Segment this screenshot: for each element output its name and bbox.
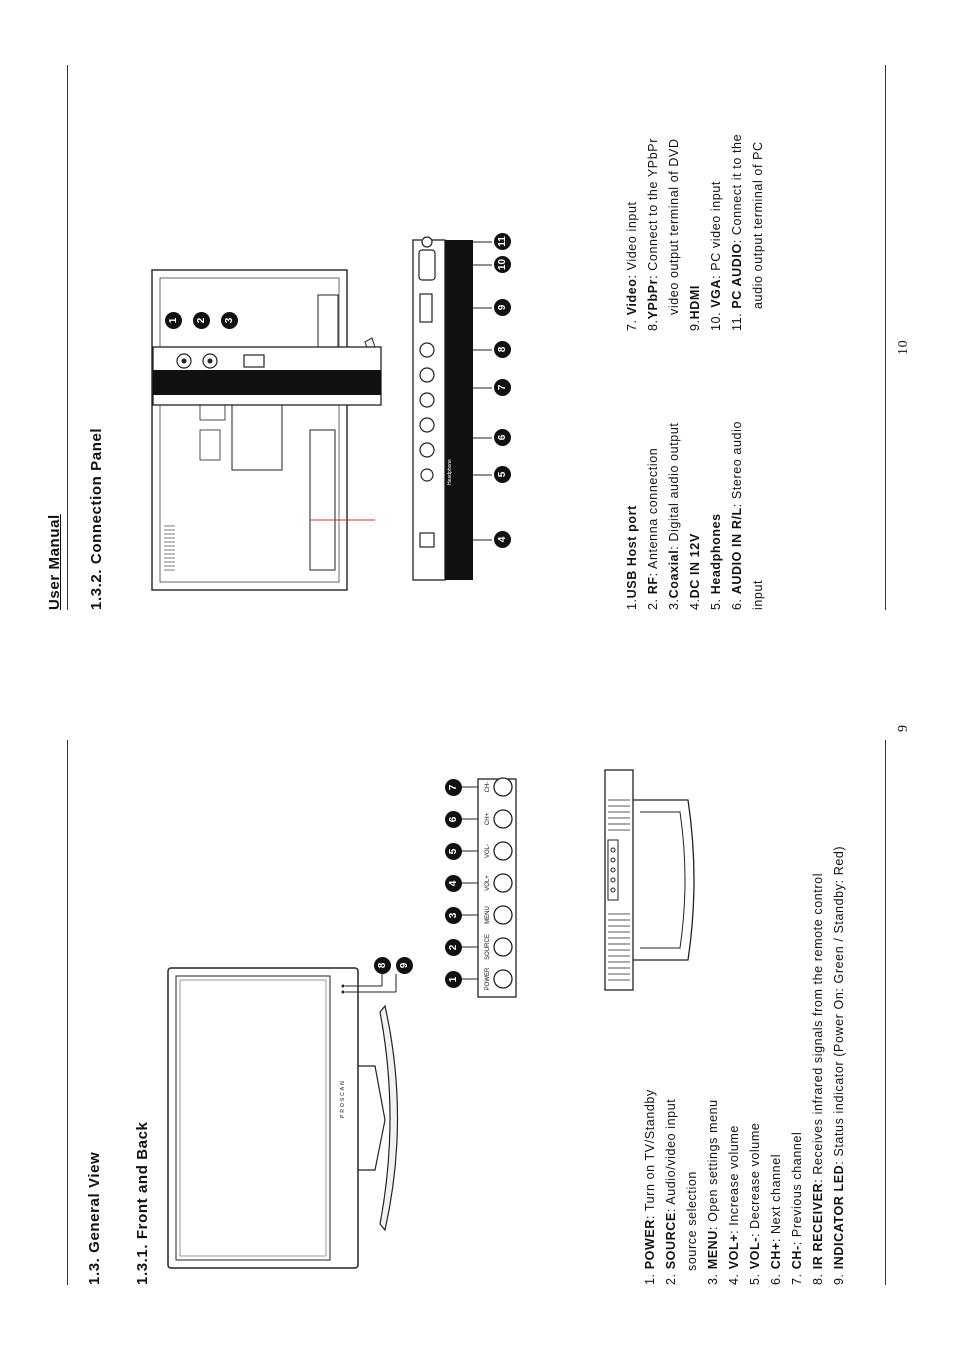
list-item: video output terminal of DVD xyxy=(667,138,681,315)
vol-down-button[interactable] xyxy=(494,842,512,860)
list-item: 11. PC AUDIO: Connect it to the xyxy=(730,133,744,331)
label-menu: MENU xyxy=(485,906,491,924)
panel-black-band xyxy=(445,240,473,580)
source-button[interactable] xyxy=(494,938,512,956)
power-button[interactable] xyxy=(494,970,512,988)
callout-7: 7 xyxy=(494,379,511,396)
bottom-rule xyxy=(885,740,886,1285)
list-item: 3. MENU: Open settings menu xyxy=(706,1099,720,1285)
list-item: 9.HDMI xyxy=(688,285,702,331)
vga-port xyxy=(419,250,435,280)
callout-6: 6 xyxy=(494,429,511,446)
label-vol-down: VOL- xyxy=(485,843,491,859)
page-number-9: 9 xyxy=(896,724,911,732)
menu-button[interactable] xyxy=(494,906,512,924)
list-item: 3.Coaxial: Digital audio output xyxy=(667,422,681,610)
pc-audio-port xyxy=(422,237,432,247)
list-item: 5. VOL-: Decrease volume xyxy=(748,1122,762,1285)
usb-port xyxy=(244,355,264,367)
callout-9: 9 xyxy=(494,299,511,316)
list-item: 10. VGA: PC video input xyxy=(709,181,723,331)
tv-stand-neck xyxy=(358,1066,385,1170)
headphone-port xyxy=(421,469,433,481)
page-number-10: 10 xyxy=(896,339,911,355)
callout-4: 4 xyxy=(494,531,511,548)
top-rule xyxy=(67,740,68,1285)
callout-2: 2 xyxy=(445,939,462,956)
list-item: source selection xyxy=(685,1171,699,1271)
tv-stand-base xyxy=(380,1006,398,1230)
list-item: 8.YPbPr: Connect to the YPbPr xyxy=(646,138,660,331)
ch-up-button[interactable] xyxy=(494,810,512,828)
side-strip-black xyxy=(153,370,381,395)
callout-11: 11 xyxy=(494,233,511,250)
top-rule xyxy=(67,65,68,610)
list-item: 1.USB Host port xyxy=(625,505,639,610)
label-power: POWER xyxy=(485,967,491,991)
ch-down-button[interactable] xyxy=(494,778,512,796)
bottom-rule xyxy=(885,65,886,610)
label-ch-down: CH- xyxy=(485,781,491,793)
callout-8: 8 xyxy=(374,957,391,974)
page-9 xyxy=(0,675,954,1350)
side-button-panel xyxy=(470,765,590,1005)
callout-3: 3 xyxy=(221,312,238,329)
list-item: 4.DC IN 12V xyxy=(688,533,702,610)
callout-5: 5 xyxy=(445,843,462,860)
callout-4: 4 xyxy=(445,875,462,892)
callout-2: 2 xyxy=(193,312,210,329)
list-item: 6. CH+: Next channel xyxy=(769,1153,783,1285)
section-title: 1.3.2. Connection Panel xyxy=(88,427,105,610)
list-item: 5. Headphones xyxy=(709,513,723,610)
callout-5: 5 xyxy=(494,466,511,483)
side-connector-strip xyxy=(148,0,388,535)
callout-9: 9 xyxy=(396,957,413,974)
list-item: 2. SOURCE: Audio/video input xyxy=(664,1098,678,1285)
section-title: 1.3. General View xyxy=(86,1151,103,1285)
callout-7: 7 xyxy=(445,779,462,796)
list-item: 1. POWER: Turn on TV/Standby xyxy=(643,1089,657,1285)
label-source: SOURCE xyxy=(485,934,491,960)
list-item: 6. AUDIO IN R/L: Stereo audio xyxy=(730,421,744,610)
connection-list-col1 xyxy=(622,421,769,610)
list-item: 4. VOL+: Increase volume xyxy=(727,1125,741,1285)
hdmi-port xyxy=(420,294,432,322)
callout-6: 6 xyxy=(445,811,462,828)
manual-header: User Manual xyxy=(46,514,63,610)
label-vol-up: VOL+ xyxy=(485,875,491,891)
audio-in-l-port xyxy=(420,418,434,432)
callout-8: 8 xyxy=(494,341,511,358)
video-port xyxy=(420,393,434,407)
callout-1: 1 xyxy=(445,971,462,988)
headphone-label: Headphone xyxy=(447,459,453,485)
ypbpr-y-port xyxy=(420,368,434,382)
tv-front-illustration xyxy=(160,950,410,1270)
dc-in-port xyxy=(420,533,434,547)
callout-10: 10 xyxy=(494,256,511,273)
ir-receiver xyxy=(342,985,345,988)
list-item: 7. CH-: Previous channel xyxy=(790,1131,804,1285)
indicator-led xyxy=(342,991,345,994)
front-back-list xyxy=(640,846,850,1285)
connection-list-col2 xyxy=(622,134,769,331)
list-item: audio output terminal of PC xyxy=(751,141,765,309)
callout-1: 1 xyxy=(165,312,182,329)
vol-up-button[interactable] xyxy=(494,874,512,892)
callout-3: 3 xyxy=(445,907,462,924)
brand-mark: PROSCAN xyxy=(340,1079,346,1118)
list-item: 8. IR RECEIVER: Receives infrared signals from the remote control xyxy=(811,872,825,1285)
rear-connector-panel xyxy=(370,20,550,580)
list-item: 2. RF: Antenna connection xyxy=(646,447,660,610)
list-item: 9. INDICATOR LED: Status indicator (Power On: Green / Standby: Red) xyxy=(832,845,846,1285)
coaxial-port xyxy=(177,354,191,368)
list-item: input xyxy=(751,579,765,610)
audio-in-r-port xyxy=(420,443,434,457)
tv-screen xyxy=(176,976,330,1260)
label-ch-up: CH+ xyxy=(485,812,491,826)
list-item: 7. Video: Video input xyxy=(625,201,639,331)
ypbpr-pb-port xyxy=(420,343,434,357)
subsection-title: 1.3.1. Front and Back xyxy=(134,1121,151,1285)
rf-port xyxy=(203,354,217,368)
